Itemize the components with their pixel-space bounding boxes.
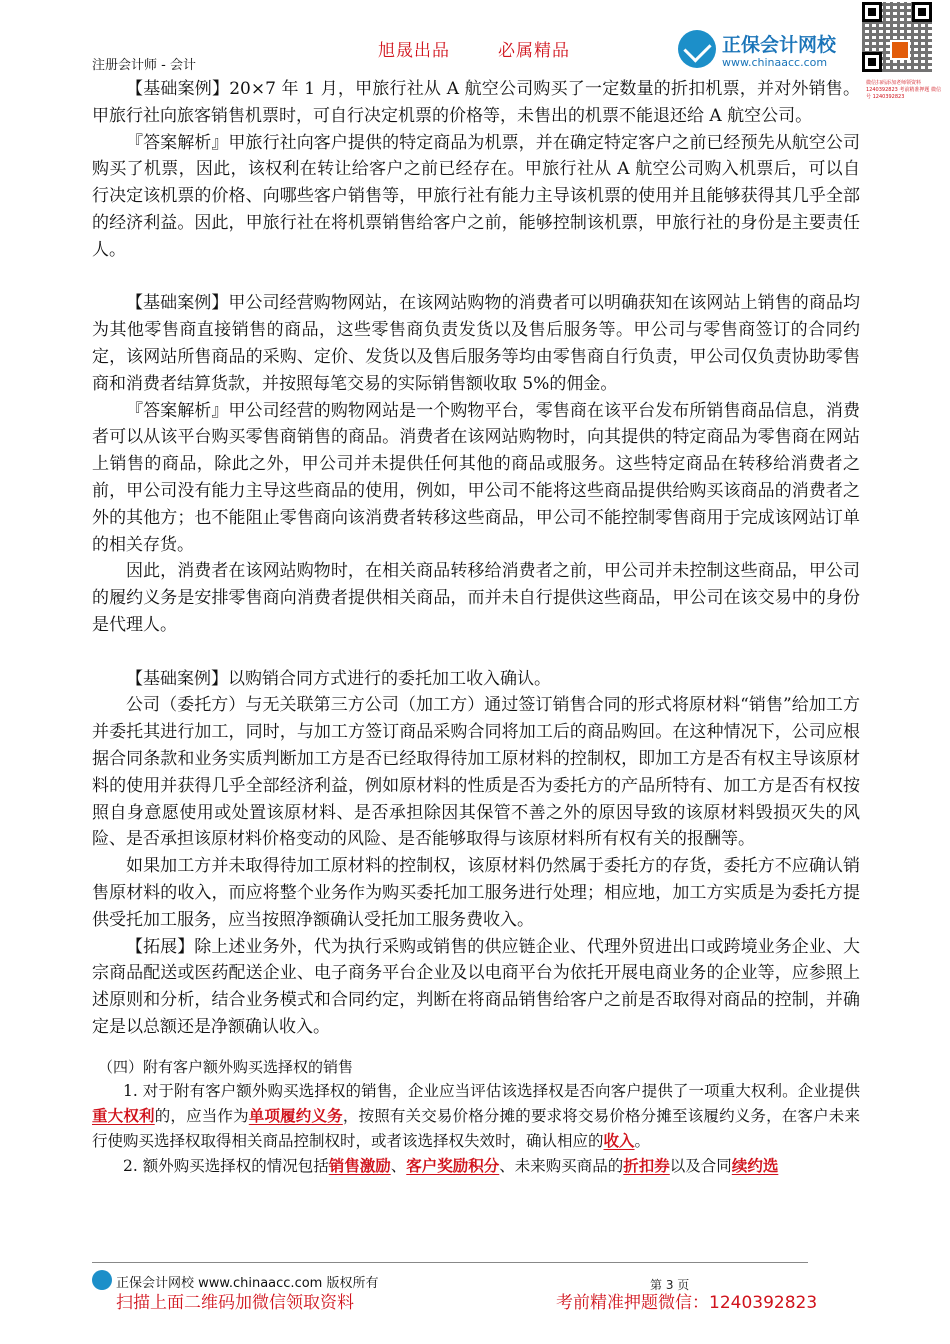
logo-mark-icon: [678, 30, 716, 68]
page-number: 第 3 页: [650, 1278, 690, 1292]
highlight-revenue: 收入: [603, 1131, 635, 1150]
highlight-sales-incentive: 销售激励: [328, 1156, 391, 1175]
section-4-item-1: 1. 对于附有客户额外购买选择权的销售，企业应当评估该选择权是否向客户提供了一项重大权利。企业提供重大权利的，应当作为单项履约义务，按照有关交易价格分摊的要求将交易价格分摊至该履约义务，在客户未来行使购买选择权取得相关商品控制权时，或者该选择权失效时，确认相应的收入。: [92, 1081, 860, 1150]
case-3: 【基础案例】以购销合同方式进行的委托加工收入确认。: [126, 668, 551, 689]
logo-url: www.chinaacc.com: [722, 56, 828, 69]
case-3-conclusion: 如果加工方并未取得待加工原材料的控制权，该原材料仍然属于委托方的存货，委托方不应确认销售原材料的收入，而应将整个业务作为购买委托加工服务进行处理；相应地，加工方实质是为委托方提供受托加工服务，应当按照净额确认受托加工服务费收入。: [92, 856, 860, 930]
section-4-title: （四）附有客户额外购买选择权的销售: [98, 1057, 354, 1076]
footer-promo-left: 扫描上面二维码加微信领取资料: [116, 1293, 354, 1313]
document-body: [92, 76, 860, 1179]
qr-badge-icon: [890, 40, 910, 60]
header-slogan-right: 必属精品: [498, 41, 570, 61]
qr-code-icon: [862, 2, 932, 72]
case-2-conclusion: 因此，消费者在该网站购物时，在相关商品转移给消费者之前，甲公司并未控制这些商品，甲公司的履约义务是安排零售商向消费者提供相关商品，而并未自行提供这些商品，甲公司在该交易中的身份是代理人。: [92, 561, 860, 635]
footer-logo-icon: [92, 1270, 112, 1290]
highlight-major-right: 重大权利: [92, 1106, 155, 1125]
case-2-answer: 『答案解析』甲公司经营的购物网站是一个购物平台，零售商在该平台发布所销售商品信息，消费者可以从该平台购买零售商销售的商品。消费者在该网站购物时，向其提供的特定商品为零售商在网站上销售的商品，除此之外，甲公司并未提供任何其他的商品或服务。这些特定商品在转移给消费者之前，甲公司没有能力主导这些商品的使用，例如，甲公司不能将这些商品提供给购买该商品的消费者之外的其他方；也不能阻止零售商向该消费者转移这些商品，甲公司不能控制零售商用于完成该网站订单的相关存货。: [92, 400, 860, 555]
chinaacc-logo: [678, 24, 858, 72]
footer-copyright: 正保会计网校 www.chinaacc.com 版权所有: [116, 1276, 379, 1291]
case-1: 【基础案例】20×7 年 1 月，甲旅行社从 A 航空公司购买了一定数量的折扣机票，并对外销售。甲旅行社向旅客销售机票时，可自行决定机票的价格等，未售出的机票不能退还给 A 航空公司。: [92, 79, 860, 126]
qr-note: 微信扫码添加老师领资料 1240392823 考前精准押题 微信号 1240392823: [866, 80, 941, 100]
section-4-item-2: 2. 额外购买选择权的情况包括销售激励、客户奖励积分、未来购买商品的折扣券以及合同续约选: [123, 1156, 779, 1175]
course-title: 注册会计师 - 会计: [92, 58, 196, 73]
header-slogan-left: 旭晟出品: [378, 41, 450, 61]
highlight-coupon: 折扣券: [623, 1156, 670, 1175]
highlight-renewal-option: 续约选: [731, 1156, 779, 1175]
case-2: 【基础案例】甲公司经营购物网站，在该网站购物的消费者可以明确获知在该网站上销售的商品均为其他零售商直接销售的商品，这些零售商负责发货以及售后服务等。甲公司与零售商签订的合同约定，该网站所售商品的采购、定价、发货以及售后服务等均由零售商自行负责，甲公司仅负责协助零售商和消费者结算货款，并按照每笔交易的实际销售额收取 5%的佣金。: [92, 293, 860, 394]
highlight-reward-points: 客户奖励积分: [406, 1156, 500, 1175]
logo-text: 正保会计网校: [722, 34, 837, 56]
footer-promo-right: 考前精准押题微信：1240392823: [556, 1293, 818, 1313]
extension-note: 【拓展】除上述业务外，代为执行采购或销售的供应链企业、代理外贸进出口或跨境业务企业、大宗商品配送或医药配送企业、电子商务平台企业及以电商平台为依托开展电商业务的企业等，应参照上述原则和分析，结合业务模式和合同约定，判断在将商品销售给客户之前是否取得对商品的控制，并确定是以总额还是净额确认收入。: [92, 936, 860, 1037]
footer-divider: [92, 1262, 808, 1263]
case-1-answer: 『答案解析』甲旅行社向客户提供的特定商品为机票，并在确定特定客户之前已经预先从航空公司购买了机票，因此，该权利在转让给客户之前已经存在。甲旅行社从 A 航空公司购入机票后，可以自行决定该机票的价格、向哪些客户销售等，甲旅行社有能力主导该机票的使用并且能够获得其几乎全部的经济利益。因此，甲旅行社在将机票销售给客户之前，能够控制该机票，甲旅行社的身份是主要责任人。: [92, 132, 860, 260]
highlight-performance-obligation: 单项履约义务: [248, 1106, 343, 1125]
case-3-detail: 公司（委托方）与无关联第三方公司（加工方）通过签订销售合同的形式将原材料“销售”给加工方并委托其进行加工，同时，与加工方签订商品采购合同将加工后的商品购回。在这种情况下，公司应根据合同条款和业务实质判断加工方是否已经取得待加工原材料的控制权，即加工方是否有权主导该原材料的使用并获得几乎全部经济利益，例如原材料的性质是否为委托方的产品所特有、加工方是否有权按照自身意愿使用或处置该原材料、是否承担除因其保管不善之外的原因导致的该原材料毁损灭失的风险、是否承担该原材料价格变动的风险、是否能够取得与该原材料所有权有关的报酬等。: [92, 695, 860, 850]
